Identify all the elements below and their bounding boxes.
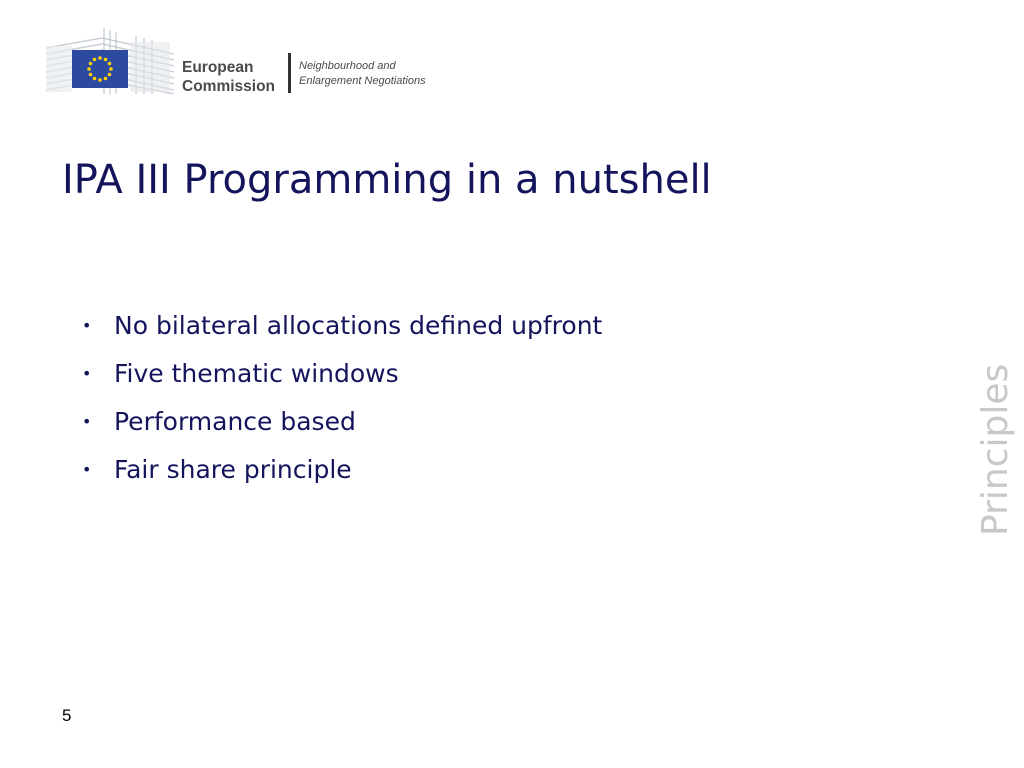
bullet-marker: • xyxy=(82,364,92,383)
dept-name-line-2: Enlargement Negotiations xyxy=(299,75,426,87)
bullet-marker: • xyxy=(82,316,92,335)
org-name-line-1: European xyxy=(182,59,254,76)
org-name-line-2: Commission xyxy=(182,78,276,95)
eu-flag-icon xyxy=(72,50,128,88)
dept-name-line-1: Neighbourhood and xyxy=(299,60,396,72)
bullet-marker: • xyxy=(82,460,92,479)
bullet-text: Fair share principle xyxy=(114,455,352,484)
section-label: Principles xyxy=(975,363,1016,536)
logo-divider xyxy=(288,53,291,93)
bullet-text: Five thematic windows xyxy=(114,359,399,388)
bullet-text: Performance based xyxy=(114,407,356,436)
bullet-text: No bilateral allocations defined upfront xyxy=(114,311,603,340)
department-name xyxy=(299,59,426,89)
page-number: 5 xyxy=(62,706,72,725)
bullet-marker: • xyxy=(82,412,92,431)
organisation-name xyxy=(182,58,275,96)
slide-title: IPA III Programming in a nutshell xyxy=(62,157,712,203)
european-commission-logo xyxy=(44,28,444,94)
